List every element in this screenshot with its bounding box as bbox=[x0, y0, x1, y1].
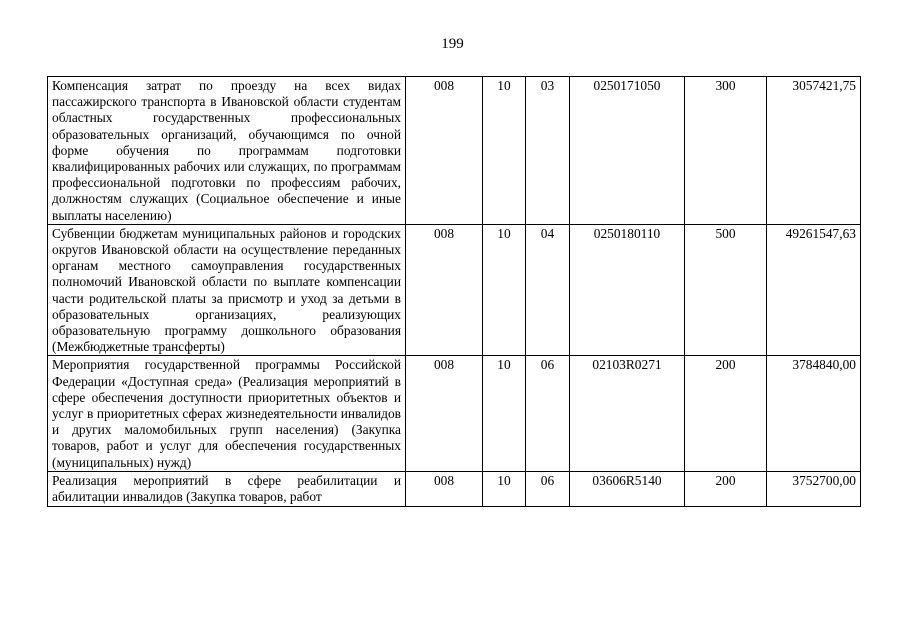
article-code: 0250171050 bbox=[570, 77, 685, 225]
article-code: 02103R0271 bbox=[570, 356, 685, 471]
row-description bbox=[48, 471, 406, 506]
admin-code: 008 bbox=[406, 77, 483, 225]
amount: 3752700,00 bbox=[767, 471, 861, 506]
section-code: 10 bbox=[483, 224, 526, 356]
subsection-code: 06 bbox=[526, 471, 570, 506]
expense-type-code: 200 bbox=[685, 471, 767, 506]
amount: 3057421,75 bbox=[767, 77, 861, 225]
expense-type-code: 200 bbox=[685, 356, 767, 471]
section-code: 10 bbox=[483, 77, 526, 225]
amount: 49261547,63 bbox=[767, 224, 861, 356]
table-row bbox=[48, 471, 861, 506]
row-description: Мероприятия государственной программы Российской Федерации «Доступная среда» (Реализация мероприятий в сфере обеспечения доступности приоритетных объектов и услуг в приоритетных сферах жизнедеятельности инвалидов и других маломобильных групп населения) (Закупка товаров, работ и услуг для обеспечения государственных (муниципальных) нужд) bbox=[48, 356, 406, 471]
expense-type-code: 300 bbox=[685, 77, 767, 225]
table-row bbox=[48, 356, 861, 471]
row-description: Субвенции бюджетам муниципальных районов и городских округов Ивановской области на осуществление переданных органам местного самоуправления государственных полномочий Ивановской области по выплате компенсации части родительской платы за присмотр и уход за детьми в образовательных организациях, реализующих образовательную программу дошкольного образования (Межбюджетные трансферты) bbox=[48, 224, 406, 356]
amount: 3784840,00 bbox=[767, 356, 861, 471]
section-code: 10 bbox=[483, 471, 526, 506]
admin-code: 008 bbox=[406, 224, 483, 356]
page-number: 199 bbox=[441, 36, 464, 52]
subsection-code: 03 bbox=[526, 77, 570, 225]
table-row bbox=[48, 224, 861, 356]
admin-code: 008 bbox=[406, 356, 483, 471]
admin-code: 008 bbox=[406, 471, 483, 506]
section-code: 10 bbox=[483, 356, 526, 471]
row-description-text: Реализация мероприятий в сфере реабилитации и абилитации инвалидов (Закупка товаров, работ bbox=[52, 472, 401, 505]
article-code: 0250180110 bbox=[570, 224, 685, 356]
expense-type-code: 500 bbox=[685, 224, 767, 356]
row-description: Компенсация затрат по проезду на всех видах пассажирского транспорта в Ивановской области студентам областных государственных профессиональных образовательных организаций, обучающимся по очной форме обучения по программам подготовки квалифицированных рабочих или служащих, по программам профессиональной подготовки по профессиям рабочих, должностям служащих (Социальное обеспечение и иные выплаты населению) bbox=[48, 77, 406, 225]
subsection-code: 04 bbox=[526, 224, 570, 356]
budget-table bbox=[47, 76, 861, 507]
subsection-code: 06 bbox=[526, 356, 570, 471]
article-code: 03606R5140 bbox=[570, 471, 685, 506]
table-row bbox=[48, 77, 861, 225]
